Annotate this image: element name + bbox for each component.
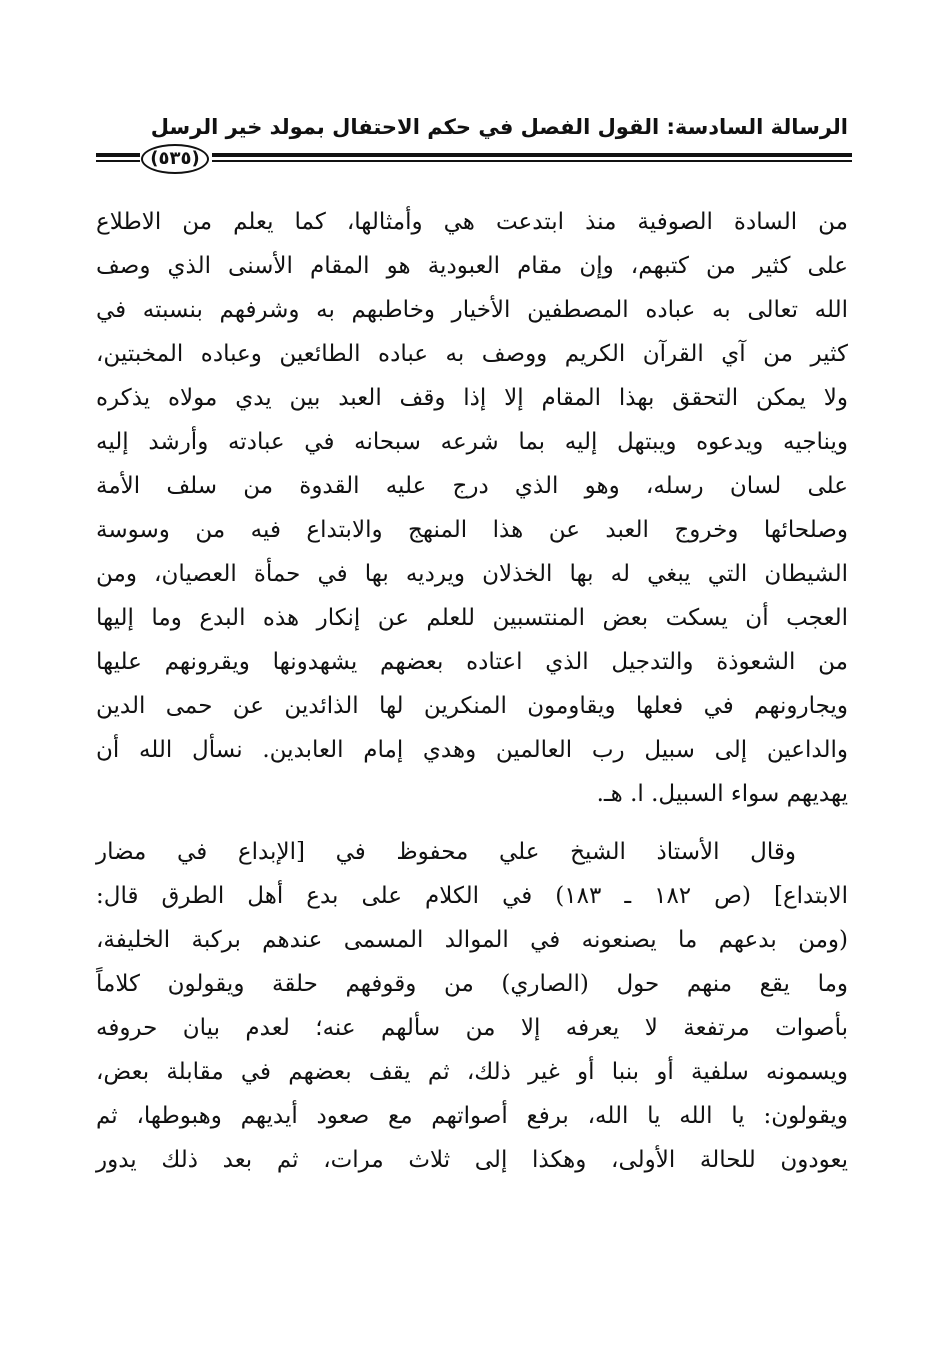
text-line: ويقولون: يا الله يا الله، برفع أصواتهم مع صعود أيديهم وهبوطها، ثم bbox=[96, 1103, 848, 1129]
text-line: الشيطان التي يبغي له بها الخذلان ويرديه بها في حمأة العصيان، ومن bbox=[96, 561, 848, 587]
text-line: الابتداع] (ص ١٨٢ ـ ١٨٣) في الكلام على بدع أهل الطرق قال: bbox=[96, 883, 848, 909]
text-line: (ومن بدعهم ما يصنعونه في الموالد المسمى عندهم بركبة الخليفة، bbox=[96, 927, 848, 953]
text-line: ويناجيه ويدعوه ويبتهل إليه بما شرعه سبحانه في عبادته وأرشد إليه bbox=[96, 429, 848, 455]
text-line: ويسمونه سلفية أو بنبا أو غير ذلك، ثم يقف بعضهم في مقابلة بعض، bbox=[96, 1059, 848, 1085]
text-line: ولا يمكن التحقق بهذا المقام إلا إذا وقف العبد بين يدي مولاه يذكره bbox=[96, 385, 848, 411]
header-rule-left bbox=[96, 153, 140, 162]
paragraph-1 bbox=[96, 200, 848, 816]
text-line: من الشعوذة والتدجيل الذي اعتاده بعضهم يشهدونها ويقرونهم عليها bbox=[96, 649, 848, 675]
text-line: وصلحائها وخروج العبد عن هذا المنهج والابتداع فيه من وسوسة bbox=[96, 517, 848, 543]
paragraph-gap bbox=[96, 816, 848, 830]
text-line: الله تعالى به عباده المصطفين الأخيار وخاطبهم به وشرفهم بنسبته في bbox=[96, 297, 848, 323]
body-text bbox=[96, 200, 848, 1182]
text-line: ويجارونهم في فعلها ويقاومون المنكرين لها الذائدين عن حمى الدين bbox=[96, 693, 848, 719]
text-line: بأصوات مرتفعة لا يعرفه إلا من سألهم عنه؛ لعدم بيان حروفه bbox=[96, 1015, 848, 1041]
text-line: على كثير من كتبهم، وإن مقام العبودية هو المقام الأسنى الذي وصف bbox=[96, 253, 848, 279]
text-line: على لسان رسله، وهو الذي درج عليه القدوة من سلف الأمة bbox=[96, 473, 848, 499]
page-number: (٥٣٥) bbox=[141, 144, 209, 174]
text-line: والداعين إلى سبيل رب العالمين وهدي إمام العابدين. نسأل الله أن bbox=[96, 737, 848, 763]
header-rule-right bbox=[212, 153, 852, 162]
text-line: يهديهم سواء السبيل. ا. هـ. bbox=[596, 781, 848, 807]
text-line: يعودون للحالة الأولى، وهكذا إلى ثلاث مرات، ثم بعد ذلك يدور bbox=[96, 1147, 848, 1173]
text-line: العجب أن يسكت بعض المنتسبين للعلم عن إنكار هذه البدع وما إليها bbox=[96, 605, 848, 631]
text-line: وقال الأستاذ الشيخ علي محفوظ في [الإبداع في مضار bbox=[96, 839, 796, 865]
running-header-title: الرسالة السادسة: القول الفصل في حكم الاحتفال بمولد خير الرسل bbox=[150, 115, 848, 139]
text-line: وما يقع منهم حول (الصاري) من وقوفهم حلقة ويقولون كلاماً bbox=[96, 971, 848, 997]
paragraph-2 bbox=[96, 830, 848, 1182]
text-line: كثير من آي القرآن الكريم ووصف به عباده الطائعين وعباده المخبتين، bbox=[96, 341, 848, 367]
text-line: من السادة الصوفية منذ ابتدعت هي وأمثالها، كما يعلم من الاطلاع bbox=[96, 209, 848, 235]
